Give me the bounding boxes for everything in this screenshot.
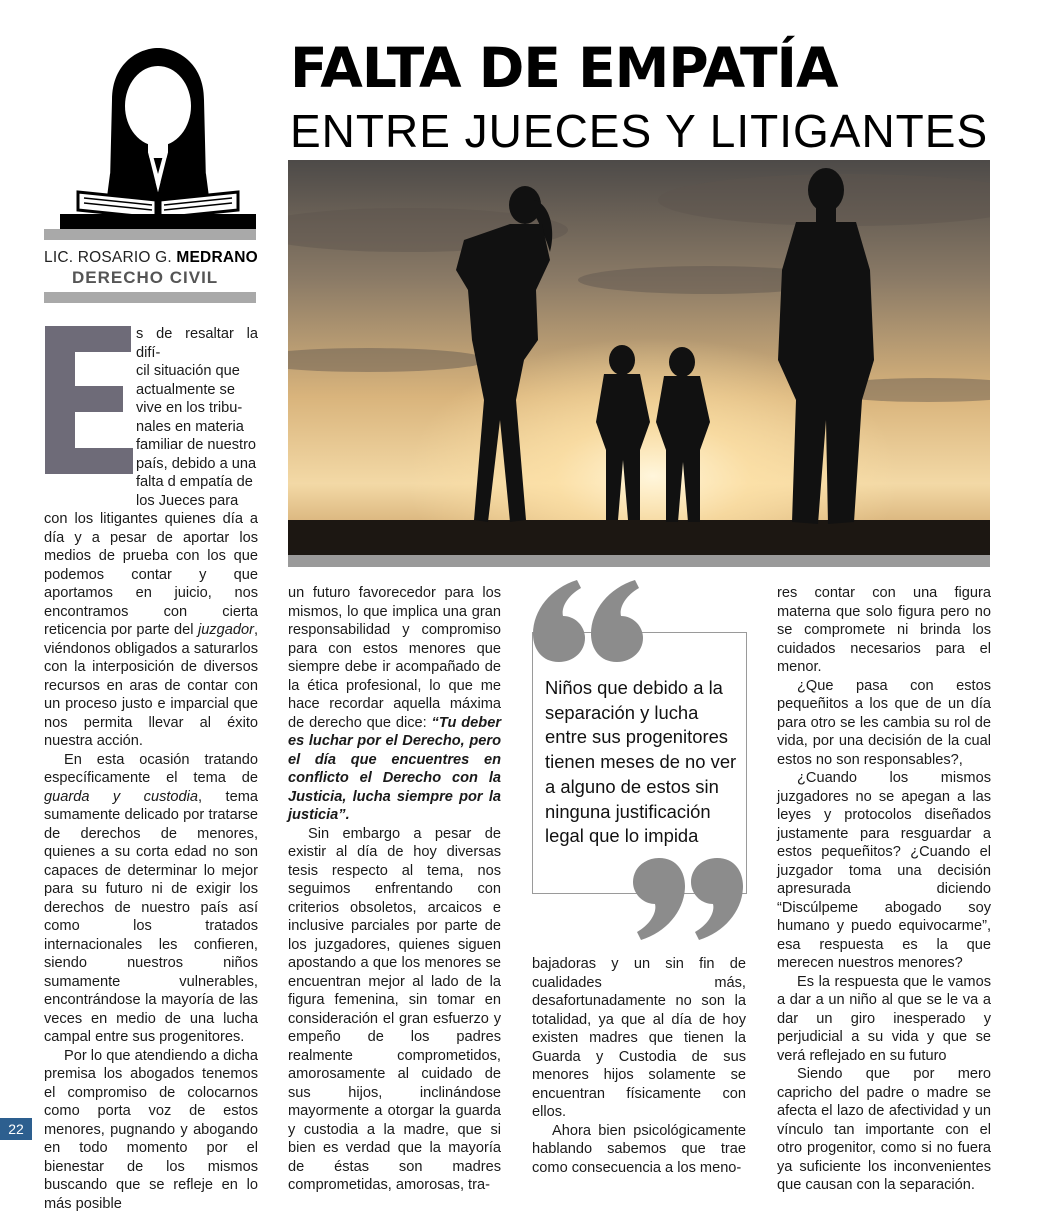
dropcap-wrap-line: vive en los tribu-	[136, 399, 258, 418]
pull-quote-text: Niños que debido a la separación y lucha entre sus progenitores tienen meses de no ver a alguno de estos sin ninguna justificación legal que lo impida	[545, 676, 740, 849]
paragraph: ¿Que pasa con estos pequeñitos a los que de un día para otro se les cambia su rol de vida, por una decisión de la cual estos no son responsables?,	[777, 677, 991, 770]
paragraph: con los litigantes quienes día a día y a pesar de aportar los medios de prueba con los que podemos contar y que aportamos en juicio, nos encontramos con cierta reticencia por parte del juzgador, viéndonos obligados a saturarlos con la interposición de diversos recursos en aras de contar con un proceso justo e imparcial que nos permita llevar al éxito nuestra acción.	[44, 510, 258, 751]
paragraph: un futuro favorecedor para los mismos, lo que implica una gran responsabilidad y compromiso para con estos menores que siempre debe ir acompañado de la ética profesional, lo que me hace recordar aquella máxima de derecho que dice: “Tu deber es luchar por el Derecho, pero el día que encuentres en conflicto el Derecho con la Justicia, lucha siempre por la justicia”.	[288, 584, 501, 825]
quote-maxim: “Tu deber es luchar por el Derecho, pero el día que encuentres en conflicto el Derecho con la Justicia, lucha siempre por la justicia”.	[288, 715, 501, 824]
dropcap-wrap-line: s de resaltar la difí-	[136, 325, 258, 362]
dropcap-wrap-line: los Jueces para	[136, 492, 258, 511]
article-column-2	[288, 584, 501, 1195]
paragraph: Sin embargo a pesar de existir al día de hoy diversas tesis respecto al tema, nos seguimos enfrentando con criterios obsoletos, arcaicos e inclusive parciales por parte de los juzgadores, quienes siguen apostando a que los menores se encuentran mejor al lado de la figura femenina, sin tomar en consideración el gran esfuerzo y empeño de los padres realmente comprometidos, amorosamente al cuidado de sus hijos, inclinándose mayormente a otorgar la guarda y custodia a la madre, que si bien es verdad que la mayoría de éstas son madres comprometidas, amorosas, tra-	[288, 825, 501, 1195]
section-label: DERECHO CIVIL	[72, 268, 218, 288]
author-bar-bottom	[44, 292, 256, 303]
dropcap-wrap-line: falta d empatía de	[136, 473, 258, 492]
judge-woman-icon	[60, 42, 256, 230]
paragraph: Es la respuesta que le vamos a dar a un niño al que se le va a dar un giro inesperado y perjudicial a su vida y que se verá reflejado en su futuro	[777, 973, 991, 1066]
author-name: LIC. ROSARIO G. MEDRANO	[44, 249, 258, 267]
paragraph: res contar con una figura materna que solo figura pero no se compromete ni brinda los cuidados necesarios para el menor.	[777, 584, 991, 677]
open-quote-icon	[533, 580, 643, 662]
author-bar-top	[44, 229, 256, 240]
article-column-1	[44, 325, 258, 1213]
paragraph: Por lo que atendiendo a dicha premisa los abogados tenemos el compromiso de colocarnos como porta voz de estos menores, pugnando y abogando en todo momento por el bienestar de los mismos buscando que se refleje en lo más posible	[44, 1047, 258, 1213]
paragraph: bajadoras y un sin fin de cualidades más, desafortunadamente no son la totalidad, ya que al día de hoy existen madres que tienen la Guarda y Custodia de sus menores hijos solamente se encuentran físicamente con ellos.	[532, 955, 746, 1122]
dropcap-wrap-line: actualmente se	[136, 381, 258, 400]
paragraph: ¿Cuando los mismos juzgadores no se apegan a las leyes y protocolos diseñados justamente para resguardar a estos pequeñitos? ¿Cuando el juzgador toma una decisión apresurada diciendo “Discúlpeme abogado soy humano y puedo equivocarme”, esa respuesta es la que merecen nuestros menores?	[777, 769, 991, 973]
paragraph: Siendo que por mero capricho del padre o madre se afecta el lazo de afectividad y un vínculo tan importante con el otro progenitor, como si no fuera ya suficiente los inconvenientes que causan con la separación.	[777, 1065, 991, 1195]
article-column-4	[777, 584, 991, 1195]
dropcap-wrap-line: cil situación que	[136, 362, 258, 381]
dropcap-wrap-line: país, debido a una	[136, 455, 258, 474]
family-silhouette-photo	[288, 160, 990, 555]
title-sub: ENTRE JUECES Y LITIGANTES	[290, 106, 988, 156]
paragraph: En esta ocasión tratando específicamente el tema de guarda y custodia, tema sumamente delicado por tratarse de derechos de menores, quienes a su corta edad no son capaces de determinar lo mejor para su futuro ni de exigir los derechos de nuestro país así como los tratados internacionales les confieren, siendo nuestros niños sumamente vulnerables, encontrándose la mayoría de las veces en medio de una lucha campal entre sus progenitores.	[44, 751, 258, 1047]
dropcap-wrap-line: familiar de nuestro	[136, 436, 258, 455]
title-main: FALTA DE EMPATÍA	[290, 38, 838, 98]
close-quote-icon	[633, 858, 743, 940]
article-column-3	[532, 955, 746, 1177]
page-number: 22	[0, 1118, 32, 1140]
photo-caption-bar	[288, 555, 990, 567]
paragraph: Ahora bien psicológicamente hablando sabemos que trae como consecuencia a los meno-	[532, 1122, 746, 1178]
dropcap-wrap-line: nales en materia	[136, 418, 258, 437]
